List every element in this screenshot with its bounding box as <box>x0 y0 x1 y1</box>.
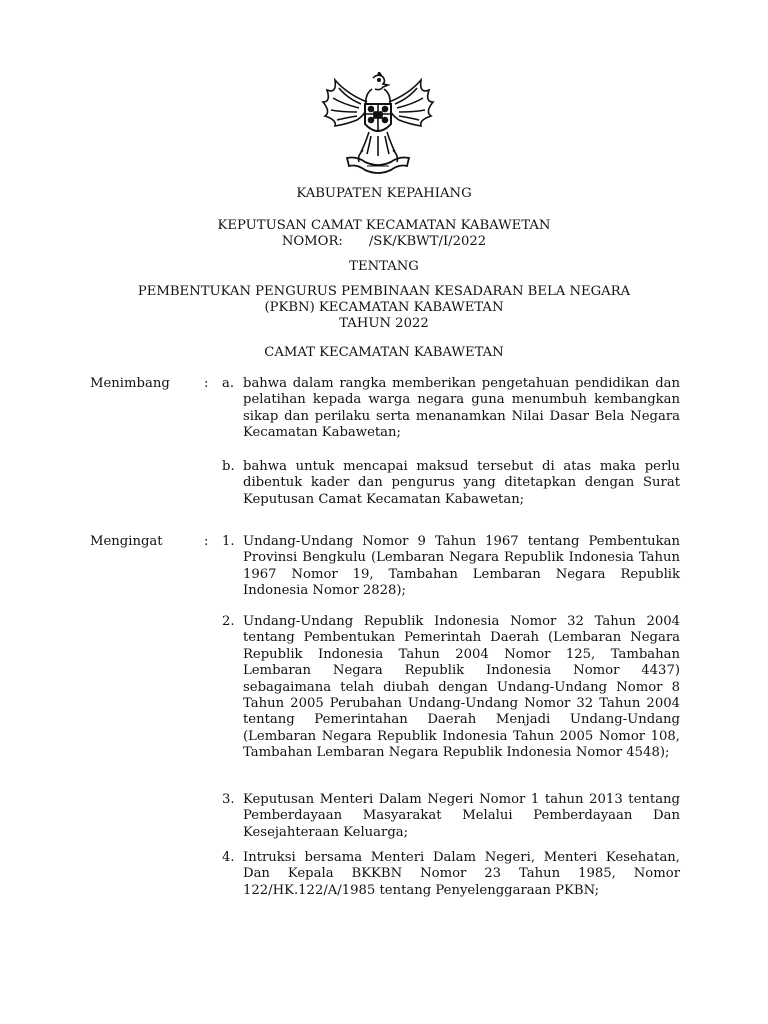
menimbang-item-b-marker: b. <box>222 459 235 474</box>
mengingat-item-3: Keputusan Menteri Dalam Negeri Nomor 1 tahun 2013 tentang Pemberdayaan Masyarakat Melalui Pemberdayaan Dan Kesejahteraan Keluarga; <box>243 792 680 840</box>
mengingat-item-3-marker: 3. <box>222 792 235 807</box>
menimbang-colon: : <box>204 376 209 391</box>
regency-name: KABUPATEN KEPAHIANG <box>296 186 472 201</box>
subject-line-2: (PKBN) KECAMATAN KABAWETAN <box>264 300 504 315</box>
mengingat-item-2-marker: 2. <box>222 614 235 629</box>
mengingat-item-1-marker: 1. <box>222 534 235 549</box>
mengingat-item-2: Undang-Undang Republik Indonesia Nomor 32 Tahun 2004 tentang Pembentukan Pemerintah Daerah (Lembaran Negara Republik Indonesia Tahun 2004 Nomor 125, Tambahan Lembaran Negara Republik Indonesia Nomor 4437) sebagaimana telah diubah dengan Undang-Undang Nomor 8 Tahun 2005 Perubahan Undang-Undang Nomor 32 Tahun 2004 tentang Pemerintahan Daerah Menjadi Undang-Undang (Lembaran Negara Republik Indonesia Tahun 2005 Nomor 108, Tambahan Lembaran Negara Republik Indonesia Nomor 4548); <box>243 614 680 761</box>
subject-line-3: TAHUN 2022 <box>339 316 429 331</box>
menimbang-item-b: bahwa untuk mencapai maksud tersebut di atas maka perlu dibentuk kader dan pengurus yang ditetapkan dengan Surat Keputusan Camat Kecamatan Kabawetan; <box>243 459 680 507</box>
number-value: /SK/KBWT/I/2022 <box>368 234 487 249</box>
menimbang-label: Menimbang <box>90 376 170 391</box>
garuda-emblem <box>317 72 439 176</box>
number-label: NOMOR: <box>281 234 343 249</box>
menimbang-item-a-marker: a. <box>222 376 235 391</box>
mengingat-item-1: Undang-Undang Nomor 9 Tahun 1967 tentang Pembentukan Provinsi Bengkulu (Lembaran Negara Republik Indonesia Tahun 1967 Nomor 19, Tambahan Lembaran Negara Republik Indonesia Nomor 2828); <box>243 534 680 599</box>
mengingat-item-4: Intruksi bersama Menteri Dalam Negeri, Menteri Kesehatan, Dan Kepala BKKBN Nomor 23 Tahun 1985, Nomor 122/HK.122/A/1985 tentang Penyelenggaraan PKBN; <box>243 850 680 898</box>
decree-number <box>0 234 768 250</box>
authority-heading: CAMAT KECAMATAN KABAWETAN <box>264 345 504 360</box>
mengingat-colon: : <box>204 534 209 549</box>
mengingat-label: Mengingat <box>90 534 163 549</box>
mengingat-item-4-marker: 4. <box>222 850 235 865</box>
subject-line-1: PEMBENTUKAN PENGURUS PEMBINAAN KESADARAN BELA NEGARA <box>137 284 631 299</box>
menimbang-item-a: bahwa dalam rangka memberikan pengetahuan pendidikan dan pelatihan kepada warga negara guna menumbuh kembangkan sikap dan perilaku serta menanamkan Nilai Dasar Bela Negara Kecamatan Kabawetan; <box>243 376 680 441</box>
decree-title: KEPUTUSAN CAMAT KECAMATAN KABAWETAN <box>217 218 551 233</box>
about-heading: TENTANG <box>349 259 419 274</box>
